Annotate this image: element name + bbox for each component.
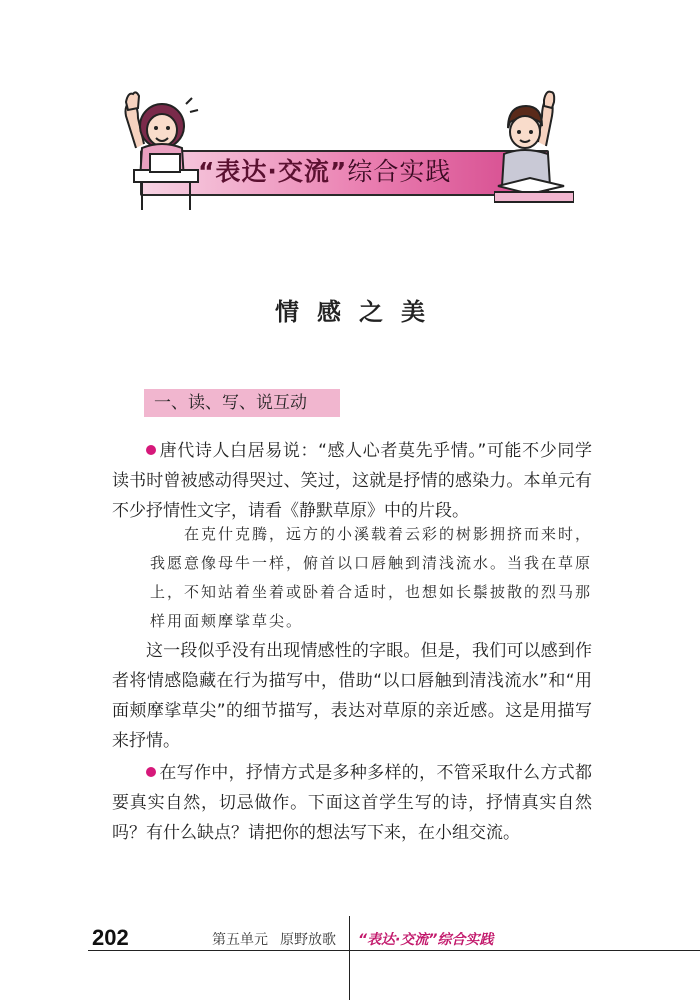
banner-title-quoted: “表达·交流” [198,157,348,186]
paragraph-1-text: 唐代诗人白居易说：“感人心者莫先乎情。”可能不少同学读书时曾被感动得哭过、笑过，这就是抒情的感染力。本单元有不少抒情性文字，请看《静默草原》中的片段。 [112,441,592,521]
banner-title [198,154,451,190]
footer-section-title [358,929,493,949]
footer-unit [212,929,348,949]
footer-divider [349,916,350,1000]
section-heading: 一、读、写、说互动 [144,389,340,417]
bullet-dot-icon [146,767,156,777]
footer-section-quoted: “表达·交流” [358,932,438,948]
page-title: 情感之美 [275,298,443,326]
paragraph-1 [112,436,592,526]
girl-raising-hand-icon [112,88,202,216]
quote-excerpt: 在克什克腾，远方的小溪载着云彩的树影拥挤而来时，我愿意像母牛一样，俯首以口唇触到清浅流水。当我在草原上，不知站着坐着或卧着合适时，也想如长鬃披散的烈马那样用面颊摩挲草尖。 [150,525,593,630]
section-banner [112,88,574,216]
footer-unit-name: 原野放歌 [280,932,336,948]
paragraph-2: 这一段似乎没有出现情感性的字眼。但是，我们可以感到作者将情感隐藏在行为描写中，借助“以口唇触到清浅流水”和“用面颊摩挲草尖”的细节描写，表达对草原的亲近感。这是用描写来抒情。 [112,641,592,751]
boy-raising-hand-icon [494,88,574,216]
paragraph-3-text: 在写作中，抒情方式是多种多样的，不管采取什么方式都要真实自然，切忌做作。下面这首学生写的诗，抒情真实自然吗？有什么缺点？请把你的想法写下来，在小组交流。 [112,763,592,843]
bullet-dot-icon [146,445,156,455]
footer-section-rest: 综合实践 [437,932,494,948]
footer-unit-number: 第五单元 [212,932,268,948]
paragraph-3 [112,758,592,848]
banner-title-rest: 综合实践 [347,157,452,186]
footer-rule [88,950,700,951]
page-number: 202 [92,925,129,950]
